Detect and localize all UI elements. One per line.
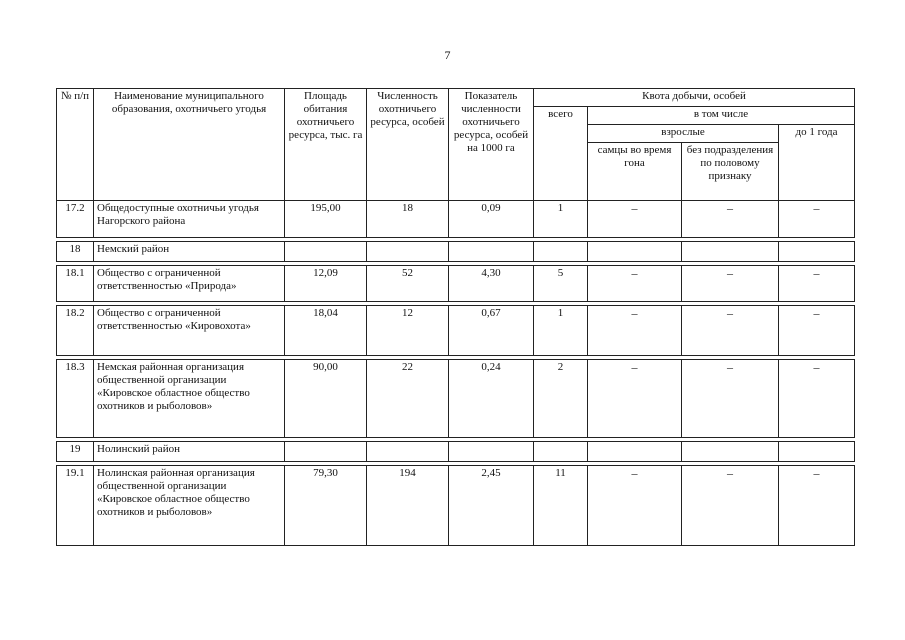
table-row bbox=[57, 360, 855, 438]
cell-num: 18.1 bbox=[57, 266, 94, 302]
page-number: 7 bbox=[444, 48, 451, 62]
cell-males: – bbox=[588, 266, 682, 302]
cell-name: Общество с ограниченной ответственностью «Природа» bbox=[94, 266, 285, 302]
cell-count bbox=[367, 242, 449, 262]
cell-area: 90,00 bbox=[285, 360, 367, 438]
cell-nosex: – bbox=[682, 201, 779, 238]
header-under-1: до 1 года bbox=[779, 125, 855, 201]
cell-count: 22 bbox=[367, 360, 449, 438]
header-total: всего bbox=[534, 107, 588, 201]
cell-young: – bbox=[779, 466, 855, 546]
cell-young: – bbox=[779, 266, 855, 302]
cell-total: 11 bbox=[534, 466, 588, 546]
cell-males: – bbox=[588, 306, 682, 356]
header-count: Численность охотничьего ресурса, особей bbox=[367, 89, 449, 201]
cell-name: Общество с ограниченной ответственностью «Кировохота» bbox=[94, 306, 285, 356]
cell-name: Немский район bbox=[94, 242, 285, 262]
cell-index bbox=[449, 442, 534, 462]
cell-area bbox=[285, 242, 367, 262]
cell-total bbox=[534, 442, 588, 462]
cell-young: – bbox=[779, 201, 855, 238]
table-row bbox=[57, 466, 855, 546]
header-including: в том числе bbox=[588, 107, 855, 125]
cell-area: 195,00 bbox=[285, 201, 367, 238]
header-index: Показатель численности охотничьего ресурса, особей на 1000 га bbox=[449, 89, 534, 201]
cell-males: – bbox=[588, 466, 682, 546]
table-row bbox=[57, 201, 855, 238]
cell-num: 19.1 bbox=[57, 466, 94, 546]
cell-num: 18 bbox=[57, 242, 94, 262]
cell-nosex: – bbox=[682, 466, 779, 546]
header-num: № п/п bbox=[57, 89, 94, 201]
cell-young bbox=[779, 442, 855, 462]
cell-males: – bbox=[588, 201, 682, 238]
header-males-rut: самцы во время гона bbox=[588, 143, 682, 201]
cell-total bbox=[534, 242, 588, 262]
cell-index: 0,09 bbox=[449, 201, 534, 238]
cell-index: 4,30 bbox=[449, 266, 534, 302]
cell-count: 194 bbox=[367, 466, 449, 546]
table-row bbox=[57, 442, 855, 462]
table-row bbox=[57, 242, 855, 262]
cell-num: 19 bbox=[57, 442, 94, 462]
cell-index: 0,67 bbox=[449, 306, 534, 356]
cell-name: Нолинский район bbox=[94, 442, 285, 462]
cell-index: 0,24 bbox=[449, 360, 534, 438]
cell-name: Общедоступные охотничьи угодья Нагорского района bbox=[94, 201, 285, 238]
cell-count: 18 bbox=[367, 201, 449, 238]
quota-table bbox=[56, 88, 855, 546]
cell-young: – bbox=[779, 360, 855, 438]
cell-name: Нолинская районная организация общественной организации «Кировское областное общество охотников и рыболовов» bbox=[94, 466, 285, 546]
header-area: Площадь обитания охотничьего ресурса, тыс. га bbox=[285, 89, 367, 201]
cell-area: 18,04 bbox=[285, 306, 367, 356]
cell-count: 12 bbox=[367, 306, 449, 356]
table-row bbox=[57, 306, 855, 356]
header-name: Наименование муниципального образования, охотничьего угодья bbox=[94, 89, 285, 201]
cell-nosex: – bbox=[682, 360, 779, 438]
cell-young: – bbox=[779, 306, 855, 356]
cell-num: 17.2 bbox=[57, 201, 94, 238]
cell-nosex bbox=[682, 442, 779, 462]
cell-nosex: – bbox=[682, 306, 779, 356]
table-row bbox=[57, 266, 855, 302]
cell-count: 52 bbox=[367, 266, 449, 302]
cell-total: 5 bbox=[534, 266, 588, 302]
cell-area: 12,09 bbox=[285, 266, 367, 302]
cell-males bbox=[588, 242, 682, 262]
header-quota: Квота добычи, особей bbox=[534, 89, 855, 107]
cell-nosex: – bbox=[682, 266, 779, 302]
cell-num: 18.3 bbox=[57, 360, 94, 438]
cell-total: 1 bbox=[534, 306, 588, 356]
cell-males: – bbox=[588, 360, 682, 438]
cell-num: 18.2 bbox=[57, 306, 94, 356]
cell-total: 1 bbox=[534, 201, 588, 238]
header-no-sex: без подразделения по половому признаку bbox=[682, 143, 779, 201]
cell-young bbox=[779, 242, 855, 262]
cell-males bbox=[588, 442, 682, 462]
cell-area: 79,30 bbox=[285, 466, 367, 546]
cell-index: 2,45 bbox=[449, 466, 534, 546]
cell-area bbox=[285, 442, 367, 462]
cell-name: Немская районная организация общественной организации «Кировское областное общество охотников и рыболовов» bbox=[94, 360, 285, 438]
cell-count bbox=[367, 442, 449, 462]
cell-index bbox=[449, 242, 534, 262]
cell-nosex bbox=[682, 242, 779, 262]
header-adults: взрослые bbox=[588, 125, 779, 143]
cell-total: 2 bbox=[534, 360, 588, 438]
